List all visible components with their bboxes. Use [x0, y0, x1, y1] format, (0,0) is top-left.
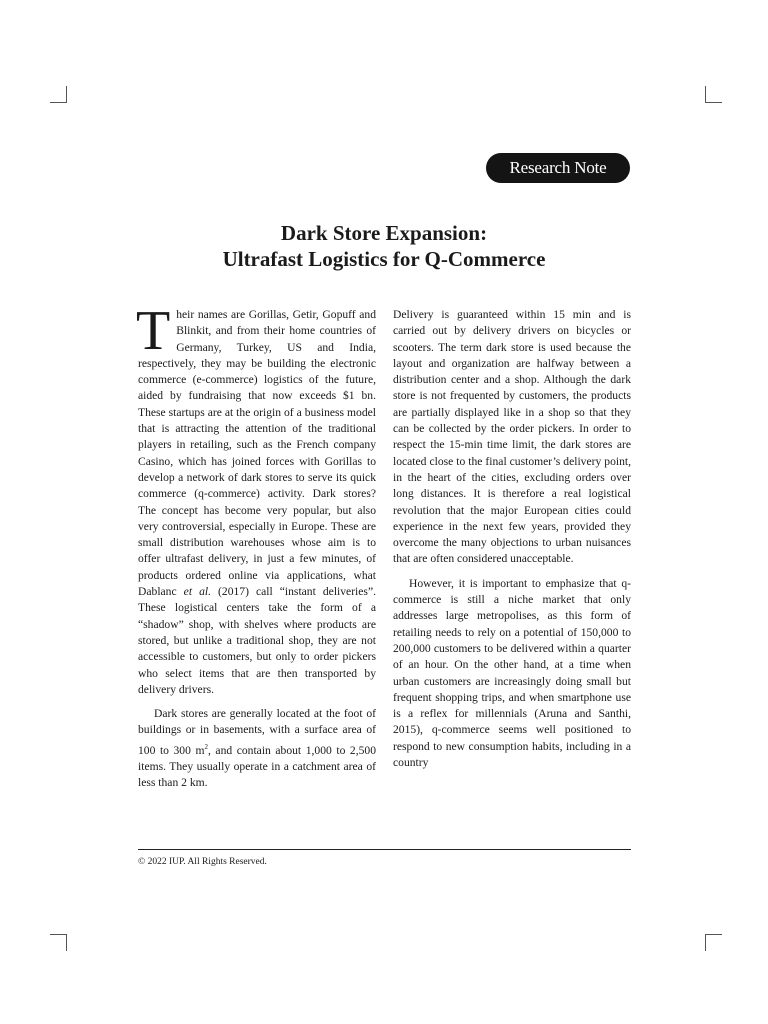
paragraph-text: Dark stores are generally located at the foot of buildings or in basements, with a surface area of 100 to 300 m [138, 707, 376, 757]
et-al-italic: et al. [183, 585, 211, 599]
copyright-notice: © 2022 IUP. All Rights Reserved. [138, 857, 267, 867]
section-badge: Research Note [486, 153, 630, 183]
right-column [393, 307, 631, 771]
drop-cap: T [136, 300, 171, 362]
article-title-line-2: Ultrafast Logistics for Q-Commerce [222, 247, 546, 271]
paragraph [138, 706, 376, 791]
crop-mark-bottom-left [50, 934, 67, 951]
crop-mark-bottom-right [705, 934, 722, 951]
left-column [136, 300, 377, 791]
paragraph [136, 300, 376, 698]
crop-mark-top-right [705, 86, 722, 103]
paragraph-text: heir names are Gorillas, Getir, Gopuff and Blinkit, and from their home countries of Germany, Turkey, US and India, respectively, they may be building the electronic commerce (e-commerce) logistics of the future, aided by fundraising that now exceeds $1 bn. These startups are at the origin of a business model that is attracting the attention of the traditional players in retailing, such as the French company Casino, which has joined forces with Gorillas to develop a network of dark stores to serve its quick commerce (q-commerce) activity. Dark stores? The concept has become very popular, but also very controversial, especially in Europe. These are small distribution warehouses whose aim is to offer ultrafast delivery, in just a few minutes, of products ordered online via applications, what Dablanc [138, 308, 376, 599]
footer-rule [138, 849, 631, 850]
article-title-line-1: Dark Store Expansion: [280, 221, 488, 245]
paragraph: Delivery is guaranteed within 15 min and is carried out by delivery drivers on bicycles or scooters. The term dark store is used because the layout and organization are halfway between a distribution center and a shop. Although the dark store is not frequented by customers, the products are partially displayed like in a shop so that they can be collected by the order pickers. In order to respect the 15-min time limit, the dark stores are located close to the final customer’s delivery point, in the heart of the cities, excluding orders over long distances. It is therefore a real logistical revolution that the major European cities could experience in the next few years, provided they overcome the many objections to urban nuisances that are often considered unacceptable. [393, 308, 631, 566]
superscript: 2 [204, 742, 208, 751]
paragraph-text-end: (2017) call “instant deliveries”. These logistical centers take the form of a “shadow” shop, with shelves where products are stored, but unlike a traditional shop, they are not accessible to customers, but only to order pickers who select items that are then transported by delivery drivers. [138, 585, 376, 696]
paragraph-text-end: , and contain about 1,000 to 2,500 items. They usually operate in a catchment area of less than 2 km. [138, 743, 377, 790]
crop-mark-top-left [50, 86, 67, 103]
paragraph: However, it is important to emphasize that q-commerce is still a niche market that only addresses large metropolises, as this form of retailing needs to rely on a potential of 150,000 to 200,000 customers to be delivered within a quarter of an hour. On the other hand, at a time when urban customers are increasingly doing small but frequent shopping trips, and when smartphone use is a reflex for millennials (Aruna and Santhi, 2015), q-commerce seems well positioned to respond to new consumption habits, including in a country [393, 576, 631, 770]
